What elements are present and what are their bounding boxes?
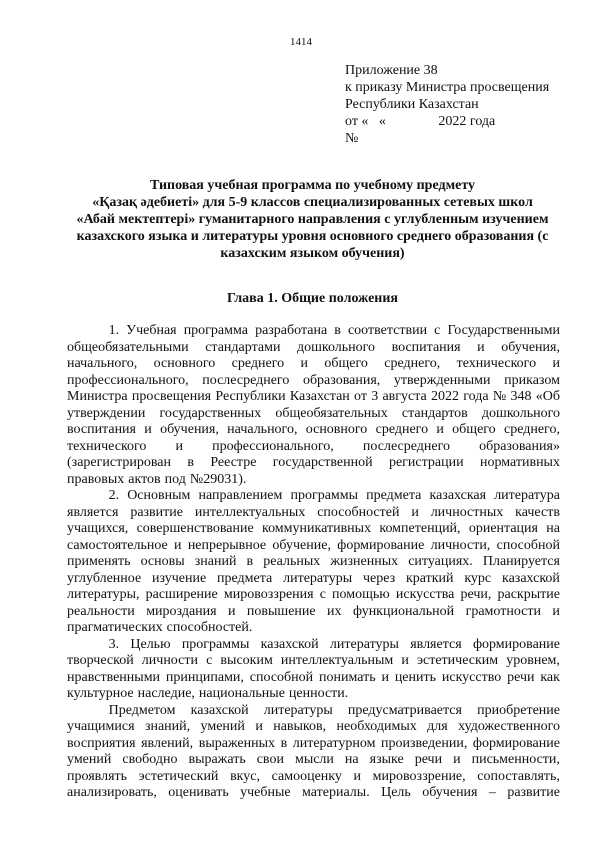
body-line: литературы, расширение мировоззрения с помощью искусства речи, раскрытие	[67, 587, 560, 602]
body-line: 1. Учебная программа разработана в соответствии с Государственными	[108, 323, 560, 338]
body-line: реальности мироздания и повышение их функциональной грамотности и	[67, 603, 560, 619]
appendix-block	[345, 62, 549, 147]
body-line: является развитие интеллектуальных способностей и личностных качеств	[67, 504, 560, 520]
document-title	[60, 177, 565, 262]
body-line: профессионального, послесреднего образования, утвержденными приказом	[67, 372, 560, 388]
body-line: проявлять эстетический вкус, самооценку и мировоззрение, сопоставлять,	[67, 768, 560, 784]
body-text	[67, 323, 560, 802]
body-line: культурное наследие, национальные ценности.	[67, 686, 349, 701]
appendix-line: №	[345, 131, 359, 146]
body-line: умений свободно выражать свои мысли на языке речи и письменности,	[67, 752, 560, 767]
appendix-line: Республики Казахстан	[345, 97, 479, 112]
page-number: 1414	[290, 36, 312, 48]
body-line: утверждении государственных общеобязательных стандартов дошкольного	[67, 405, 560, 421]
body-line: (зарегистрирован в Реестре государственной регистрации нормативных	[67, 455, 560, 470]
body-line: самостоятельное и непрерывное обучение, формирование личности, способной	[67, 537, 560, 553]
body-line: анализировать, оценивать учебные материалы. Цель обучения – развитие	[67, 785, 560, 800]
body-line: правовых актов под №29031).	[67, 471, 247, 487]
title-line: Типовая учебная программа по учебному предмету	[149, 178, 476, 193]
title-line: казахского языка и литературы уровня основного среднего образования (с	[76, 229, 549, 244]
body-line: применять основы знаний в реальных жизненных ситуациях. Планируется	[67, 554, 560, 569]
body-line: технического и профессионального, послесреднего образования»	[67, 438, 560, 454]
body-line: углубленное изучение предмета литературы через краткий курс казахской	[67, 570, 560, 586]
body-line: общеобязательными стандартами дошкольного воспитания и обучения,	[67, 339, 560, 355]
title-line: казахским языком обучения)	[220, 246, 405, 261]
body-line: воспитания и обучения, начального, основного среднего и общего среднего,	[67, 422, 560, 437]
body-line: творческой личности с высоким интеллектуальным и эстетическим уровнем,	[67, 653, 560, 668]
body-line: восприятия явлений, выраженных в литературном произведении, формирование	[67, 735, 560, 751]
body-line: 3. Целью программы казахской литературы является формирование	[108, 636, 560, 652]
body-line: прагматических способностей.	[67, 620, 253, 635]
appendix-line: к приказу Министра просвещения	[345, 80, 550, 95]
body-line: учащихся, совершенствование коммуникативных компетенций, ориентация на	[67, 521, 560, 536]
body-line: Предметом казахской литературы предусматривается приобретение	[108, 702, 560, 718]
body-line: начального, основного среднего и общего среднего, технического и	[67, 356, 560, 371]
body-line: нравственными принципами, способной понимать и ценить искусство речи как	[67, 669, 560, 685]
title-line: «Абай мектептері» гуманитарного направления с углубленным изучением	[76, 212, 549, 227]
body-line: учащимися знаний, умений и навыков, необходимых для художественного	[67, 719, 560, 734]
body-line: Министра просвещения Республики Казахстан от 3 августа 2022 года № 348 «Об	[67, 389, 560, 404]
title-line: «Қазақ әдебиеті» для 5-9 классов специализированных сетевых школ	[92, 195, 533, 210]
chapter-heading: Глава 1. Общие положения	[226, 291, 398, 306]
body-line: 2. Основным направлением программы предмета казахская литература	[108, 488, 560, 503]
appendix-line: от « « 2022 года	[345, 114, 496, 129]
appendix-line: Приложение 38	[345, 63, 438, 78]
